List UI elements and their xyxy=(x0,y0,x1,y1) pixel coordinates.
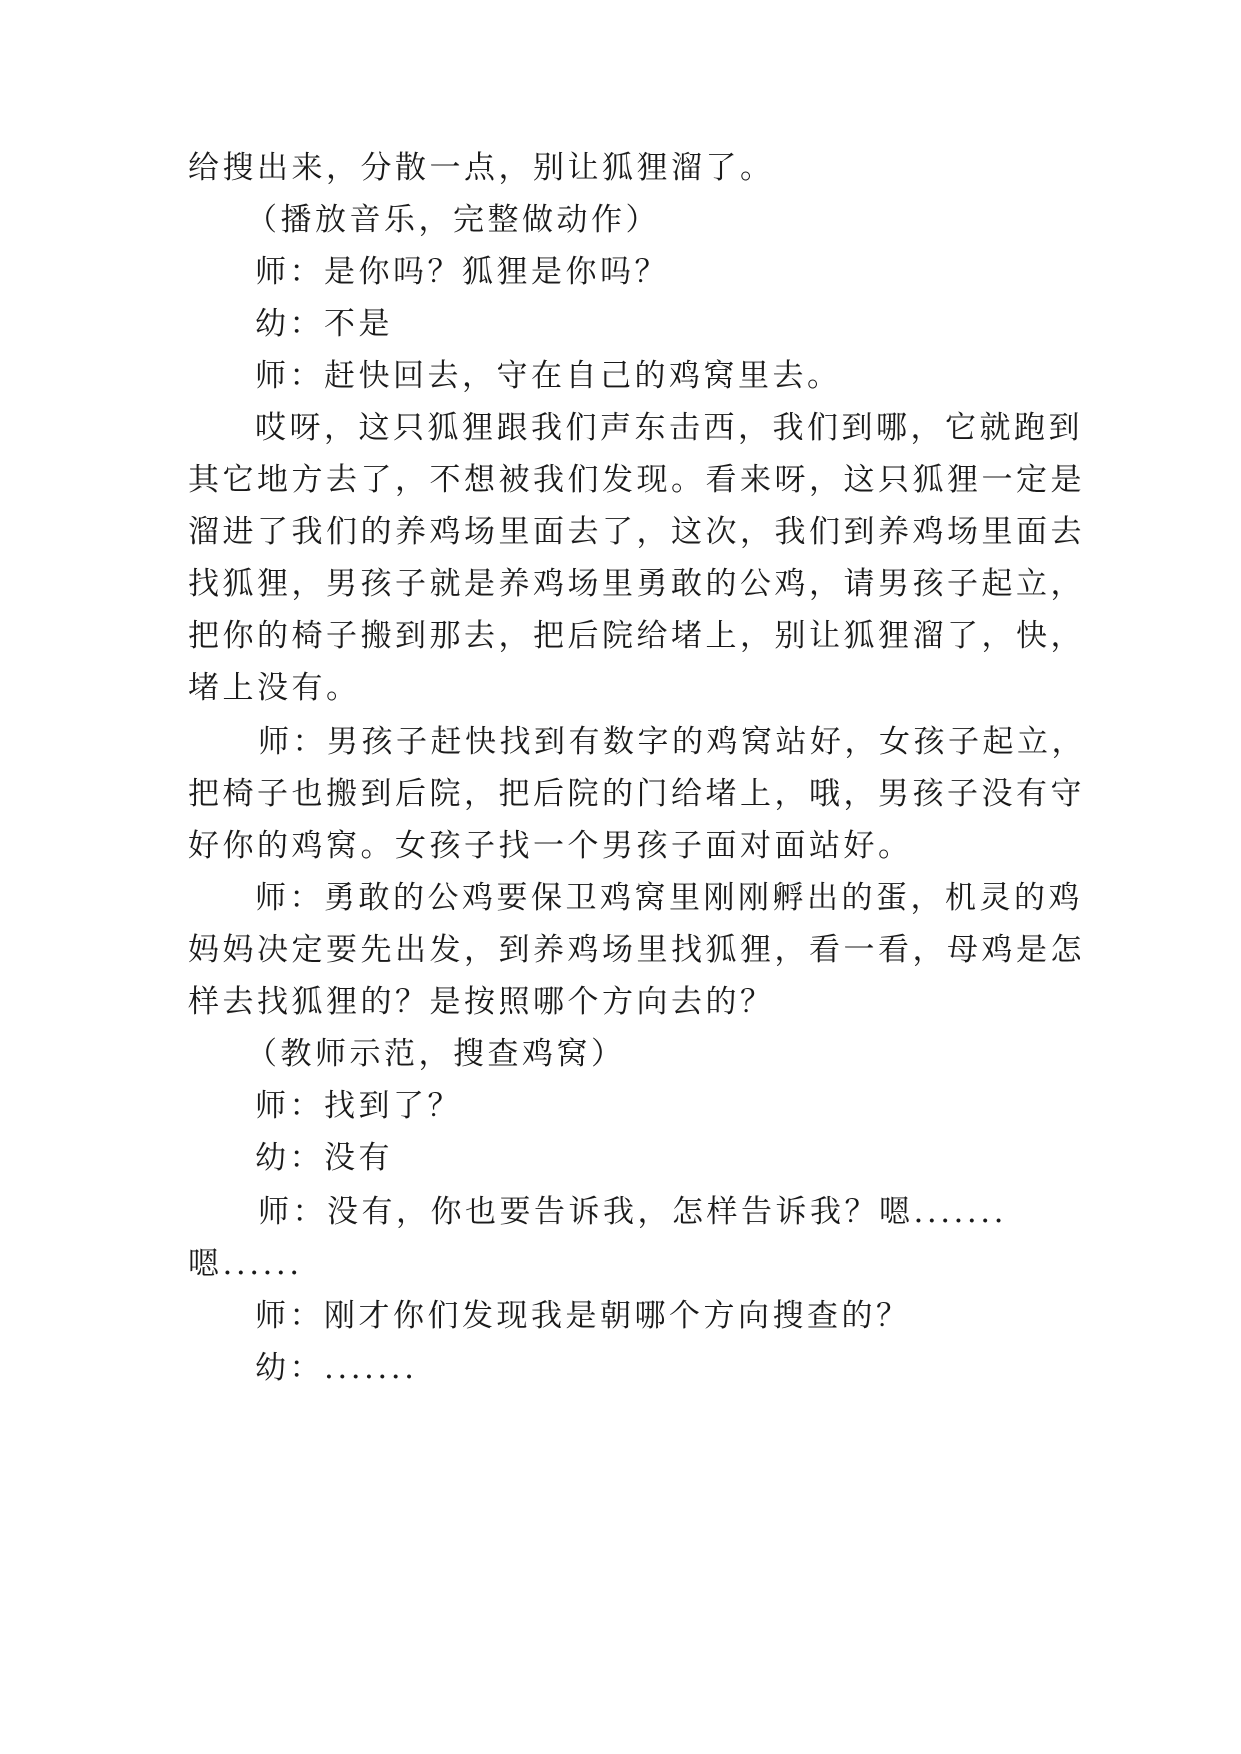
paragraph-line: 好你的鸡窝。女孩子找一个男孩子面对面站好。 xyxy=(188,828,913,864)
paragraph-line: 样去找狐狸的？是按照哪个方向去的？ xyxy=(188,984,775,1020)
paragraph-line: 堵上没有。 xyxy=(188,670,361,706)
paragraph-line: 嗯...... xyxy=(188,1246,303,1282)
text-line: 给搜出来，分散一点，别让狐狸溜了。 xyxy=(188,150,775,186)
stage-direction: （播放音乐，完整做动作） xyxy=(246,202,660,238)
paragraph-line: 哎呀，这只狐狸跟我们声东击西，我们到哪，它就跑到 xyxy=(255,410,1083,446)
dialogue-line: 师：没有，你也要告诉我，怎样告诉我？嗯....... xyxy=(258,1194,1007,1230)
dialogue-line: 师：男孩子赶快找到有数字的鸡窝站好，女孩子起立， xyxy=(258,724,1086,760)
dialogue-line: 师：勇敢的公鸡要保卫鸡窝里刚刚孵出的蛋，机灵的鸡 xyxy=(255,880,1083,916)
dialogue-line: 幼：没有 xyxy=(255,1140,393,1176)
paragraph-line: 溜进了我们的养鸡场里面去了，这次，我们到养鸡场里面去 xyxy=(188,514,1085,550)
dialogue-line: 幼：不是 xyxy=(255,306,393,342)
paragraph-line: 把椅子也搬到后院，把后院的门给堵上，哦，男孩子没有守 xyxy=(188,776,1085,812)
dialogue-line: 师：刚才你们发现我是朝哪个方向搜查的？ xyxy=(255,1298,911,1334)
paragraph-line: 妈妈决定要先出发，到养鸡场里找狐狸，看一看，母鸡是怎 xyxy=(188,932,1085,968)
paragraph-line: 把你的椅子搬到那去，把后院给堵上，别让狐狸溜了，快， xyxy=(188,618,1085,654)
dialogue-line: 师：赶快回去，守在自己的鸡窝里去。 xyxy=(255,358,842,394)
dialogue-line: 师：是你吗？狐狸是你吗？ xyxy=(255,254,669,290)
paragraph-line: 其它地方去了，不想被我们发现。看来呀，这只狐狸一定是 xyxy=(188,462,1085,498)
dialogue-line: 师：找到了？ xyxy=(255,1088,462,1124)
dialogue-line: 幼：....... xyxy=(255,1350,418,1386)
paragraph-line: 找狐狸，男孩子就是养鸡场里勇敢的公鸡，请男孩子起立， xyxy=(188,566,1085,602)
stage-direction: （教师示范，搜查鸡窝） xyxy=(246,1036,626,1072)
